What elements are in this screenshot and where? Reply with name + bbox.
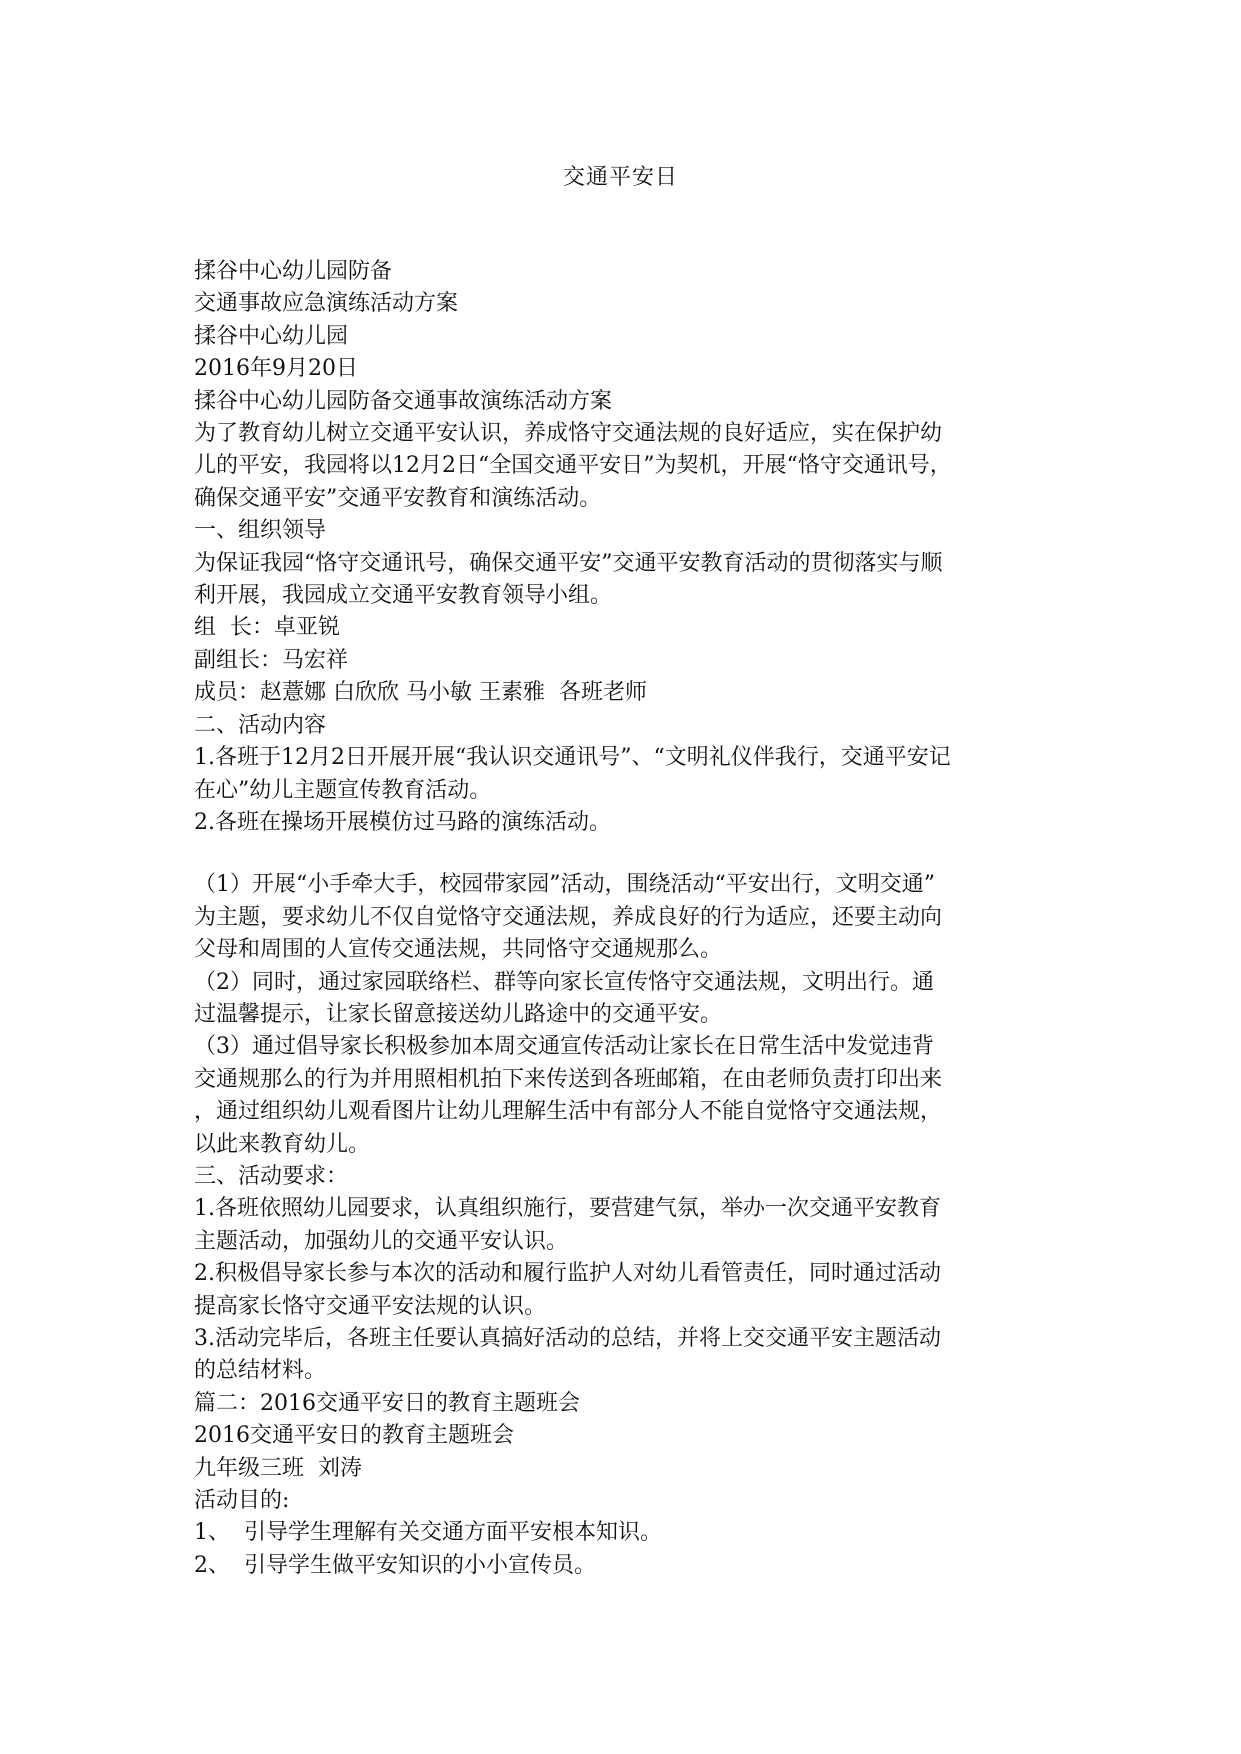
text-line: 为主题，要求幼儿不仅自觉恪守交通法规，养成良好的行为适应，还要主动向 [194,904,943,930]
document-title: 交通平安日 [562,165,678,190]
text-line: 为了教育幼儿树立交通平安认识，养成恪守交通法规的良好适应，实在保护幼 [194,421,943,447]
text-line: ，通过组织幼儿观看图片让幼儿理解生活中有部分人不能自觉恪守交通法规， [194,1099,943,1125]
date-line: 2016年9月20日 [194,356,358,382]
text-line: 儿的平安，我园将以12月2日“全国交通平安日”为契机，开展“恪守交通讯号， [194,453,952,479]
text-line: （1）开展“小手牵大手，校园带家园”活动，围绕活动“平安出行，文明交通” [194,872,935,898]
text-line: 1.各班依照幼儿园要求，认真组织施行，要营建气氛，举办一次交通平安教育 [194,1196,941,1222]
part-heading: 篇二：2016交通平安日的教育主题班会 [194,1390,580,1416]
objectives-label: 活动目的: [194,1488,290,1514]
text-line: 确保交通平安”交通平安教育和演练活动。 [194,485,602,511]
deputy-leader-line: 副组长：马宏祥 [194,647,349,673]
section-heading: 二、活动内容 [194,712,327,738]
text-line: （3）通过倡导家长积极参加本周交通宣传活动让家长在日常生活中发觉违背 [194,1034,934,1060]
kindergarten-line: 揉谷中心幼儿园防备 [194,259,393,284]
text-line: 过温馨提示，让家长留意接送幼儿路途中的交通平安。 [194,1001,723,1027]
header-block [194,256,1054,418]
members-line: 成员：赵薏娜 白欣欣 马小敏 王素雅 各班老师 [194,680,647,706]
text-line: 交通规那么的行为并用照相机拍下来传送到各班邮箱，在由老师负责打印出来 [194,1066,943,1092]
section-heading: 三、活动要求： [194,1163,349,1189]
class-author-line: 九年级三班 刘涛 [194,1455,362,1481]
text-line: 利开展，我园成立交通平安教育领导小组。 [194,583,613,609]
section-organization [194,515,1054,709]
objective-item: 1、 引导学生理解有关交通方面平安根本知识。 [194,1520,662,1546]
class-meeting-title: 2016交通平安日的教育主题班会 [194,1423,514,1449]
text-line: 3.活动完毕后，各班主任要认真搞好活动的总结，并将上交交通平安主题活动 [194,1326,941,1351]
text-line: 的总结材料。 [194,1358,327,1384]
objective-item: 2、 引导学生做平安知识的小小宣传员。 [194,1552,596,1578]
text-line: 提高家长恪守交通平安法规的认识。 [194,1293,547,1319]
blank-line [194,839,1054,869]
text-line: 2.各班在操场开展模仿过马路的演练活动。 [194,809,611,835]
text-line: 为保证我园“恪守交通讯号，确保交通平安”交通平安教育活动的贯彻落实与顺 [194,550,943,576]
plan-title-line: 揉谷中心幼儿园防备交通事故演练活动方案 [194,388,613,414]
text-line: （2）同时，通过家园联络栏、群等向家长宣传恪守交通法规，文明出行。通 [194,969,934,995]
intro-paragraph [194,418,1054,515]
document-body [194,256,1054,1582]
text-line: 1.各班于12月2日开展开展“我认识交通讯号”、“文明礼仪伴我行，交通平安记 [194,745,951,771]
part-two [194,1388,1054,1582]
plan-subtitle-line: 交通事故应急演练活动方案 [194,291,459,317]
section-heading: 一、组织领导 [194,518,327,544]
section-requirements [194,1161,1054,1388]
text-line: 父母和周围的人宣传交通法规，共同恪守交通规那么。 [194,937,723,963]
section-activities [194,710,1054,1161]
text-line: 2.积极倡导家长参与本次的活动和履行监护人对幼儿看管责任，同时通过活动 [194,1261,941,1287]
leader-line: 组 长：卓亚锐 [194,615,340,641]
organization-line: 揉谷中心幼儿园 [194,323,349,349]
text-line: 在心”幼儿主题宣传教育活动。 [194,777,492,803]
text-line: 以此来教育幼儿。 [194,1131,371,1157]
text-line: 主题活动，加强幼儿的交通平安认识。 [194,1228,569,1254]
